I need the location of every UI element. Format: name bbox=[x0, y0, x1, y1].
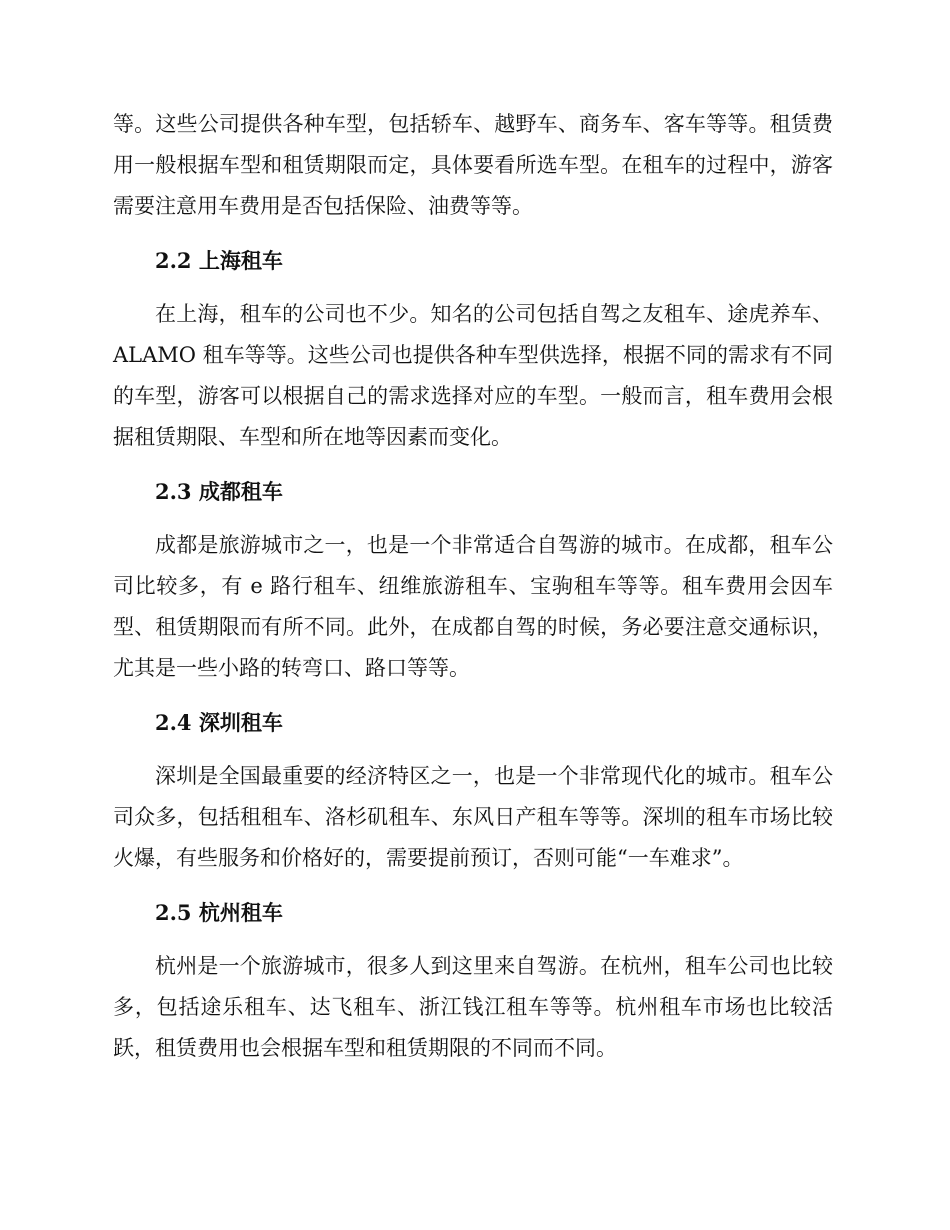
paragraph-shenzhen: 深圳是全国最重要的经济特区之一，也是一个非常现代化的城市。租车公司众多，包括租租车、洛杉矶租车、东风日产租车等等。深圳的租车市场比较火爆，有些服务和价格好的，需要提前预订，否则可能“一车难求”。 bbox=[113, 764, 833, 870]
heading-hangzhou: 2.5 杭州租车 bbox=[155, 900, 283, 925]
paragraph-shanghai: 在上海，租车的公司也不少。知名的公司包括自驾之友租车、途虎养车、ALAMO 租车等等。这些公司也提供各种车型供选择，根据不同的需求有不同的车型，游客可以根据自己的需求选择对应的车型。一般而言，租车费用会根据租赁期限、车型和所在地等因素而变化。 bbox=[113, 302, 833, 449]
heading-shanghai: 2.2 上海租车 bbox=[155, 248, 283, 273]
paragraph-continuation: 等。这些公司提供各种车型，包括轿车、越野车、商务车、客车等等。租赁费用一般根据车型和租赁期限而定，具体要看所选车型。在租车的过程中，游客需要注意用车费用是否包括保险、油费等等。 bbox=[113, 112, 833, 218]
document-page bbox=[113, 104, 833, 1069]
paragraph-chengdu: 成都是旅游城市之一，也是一个非常适合自驾游的城市。在成都，租车公司比较多，有 e 路行租车、纽维旅游租车、宝驹租车等等。租车费用会因车型、租赁期限而有所不同。此外，在成都自驾的时候，务必要注意交通标识，尤其是一些小路的转弯口、路口等等。 bbox=[113, 533, 833, 680]
heading-shenzhen: 2.4 深圳租车 bbox=[155, 710, 283, 735]
heading-chengdu: 2.3 成都租车 bbox=[155, 479, 283, 504]
paragraph-hangzhou: 杭州是一个旅游城市，很多人到这里来自驾游。在杭州，租车公司也比较多，包括途乐租车、达飞租车、浙江钱江租车等等。杭州租车市场也比较活跃，租赁费用也会根据车型和租赁期限的不同而不同。 bbox=[113, 954, 833, 1060]
